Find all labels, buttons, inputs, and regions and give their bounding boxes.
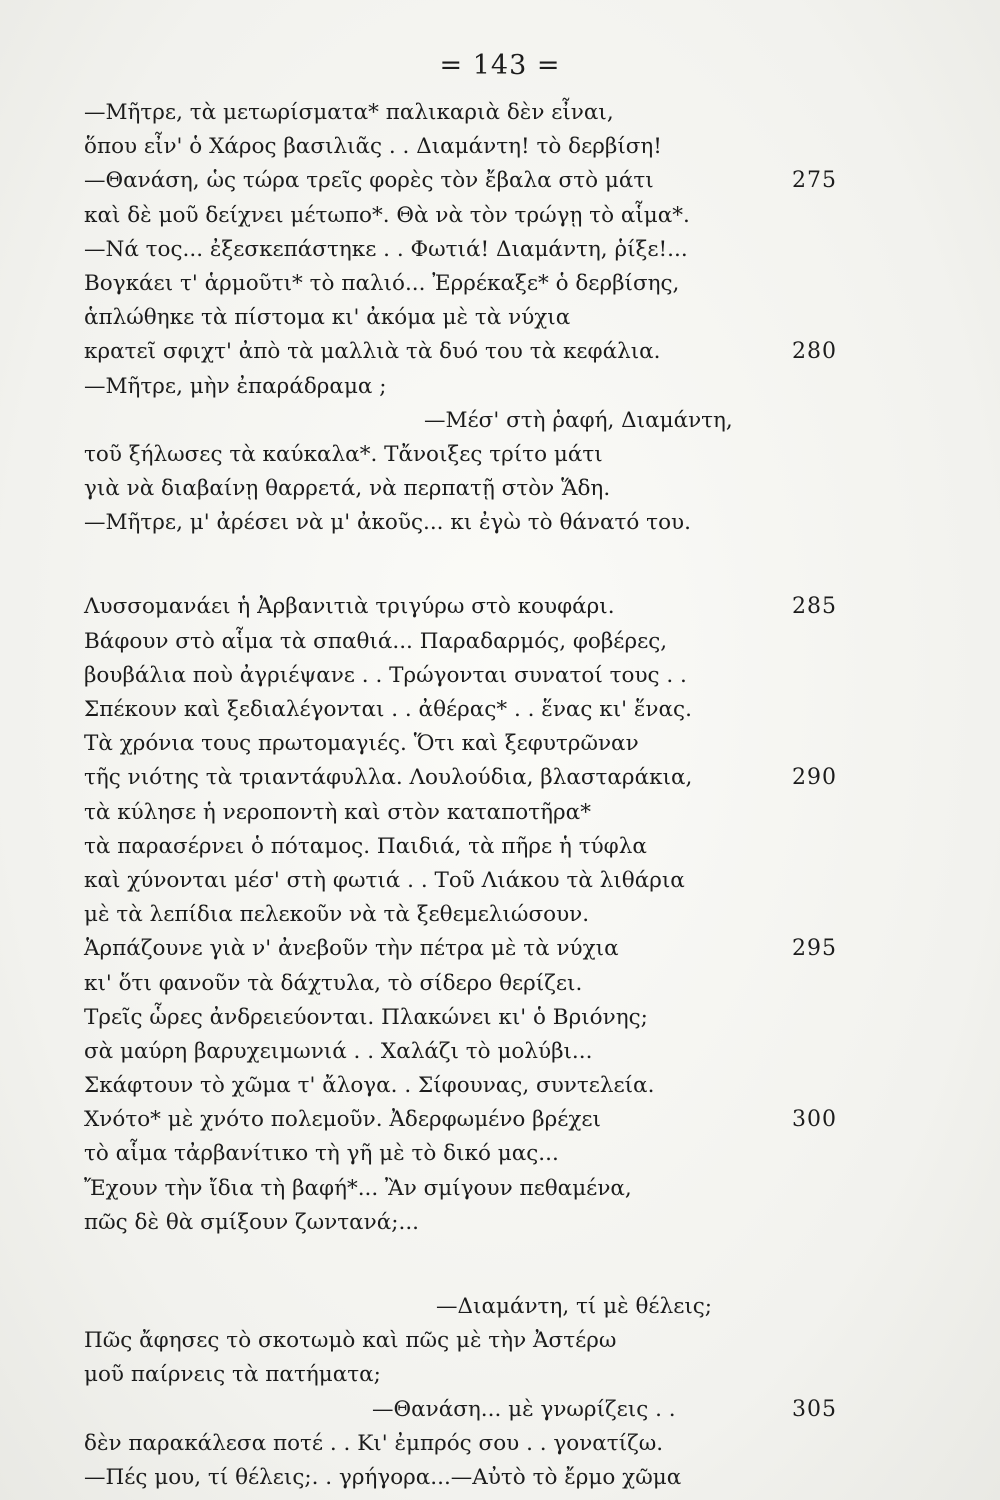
verse-text: —Μῆτρε, μ' ἀρέσει νὰ μ' ἀκοῦς... κι ἐγὼ τὸ θάνατό του. xyxy=(84,510,691,536)
verse-text: μὲ τὰ λεπίδια πελεκοῦν νὰ τὰ ξεθεμελιώσουν. xyxy=(84,902,590,928)
verse-line xyxy=(84,864,864,898)
verse-text: πῶς δὲ θὰ σμίξουν ζωντανά;... xyxy=(84,1209,419,1235)
verse-text: σὰ μαύρη βαρυχειμωνιά . . Χαλάζι τὸ μολύβι... xyxy=(84,1038,593,1064)
line-number: 285 xyxy=(792,594,837,620)
verse-text: Τρεῖς ὧρες ἀνδρειεύονται. Πλακώνει κι' ὁ Βριόνης; xyxy=(84,1004,648,1030)
line-number: 305 xyxy=(792,1396,837,1422)
verse-line xyxy=(84,796,864,830)
line-number: 290 xyxy=(792,765,837,791)
verse-text: —Διαμάντη, τί μὲ θέλεις; xyxy=(436,1294,713,1319)
line-number: 295 xyxy=(792,936,837,962)
verse-line xyxy=(84,472,864,506)
verse-line xyxy=(84,370,864,404)
verse-text: Λυσσομανάει ἡ Ἀρβανιτιὰ τριγύρω στὸ κουφάρι. xyxy=(84,594,615,620)
verse-text: καὶ χύνονται μέσ' στὴ φωτιά . . Τοῦ Λιάκου τὰ λιθάρια xyxy=(84,867,685,893)
verse-line xyxy=(84,830,864,864)
verse-text: —Νά τος... ἐξεσκεπάστηκε . . Φωτιά! Διαμάντη, ῥίξε!... xyxy=(84,236,688,262)
verse-text: Βογκάει τ' ἁρμοῦτι* τὸ παλιό... Ἐρρέκαξε* ὁ δερβίσης, xyxy=(84,270,680,296)
verse-line xyxy=(84,404,864,438)
verse-line xyxy=(84,693,864,727)
verse-line xyxy=(84,164,864,198)
verse-text: δὲν παρακάλεσα ποτέ . . Κι' ἐμπρός σου . . γονατίζω. xyxy=(84,1430,664,1456)
verse-line xyxy=(84,1137,864,1171)
verse-text: Τὰ χρόνια τους πρωτομαγιές. Ὅτι καὶ ξεφυτρῶναν xyxy=(84,731,639,757)
verse-line xyxy=(84,1324,864,1358)
verse-line xyxy=(84,96,864,130)
verse-text: τὸ αἷμα τἀρβανίτικο τὴ γῆ μὲ τὸ δικό μας... xyxy=(84,1141,559,1167)
verse-line xyxy=(84,1461,864,1495)
verse-line xyxy=(84,1358,864,1392)
verse-text: γιὰ νὰ διαβαίνῃ θαρρετά, νὰ περπατῇ στὸν Ἅδη. xyxy=(84,476,611,502)
verse-text: —Μῆτρε, μὴν ἐπαράδραμα ; xyxy=(84,373,387,399)
verse-line xyxy=(84,659,864,693)
verse-line xyxy=(84,727,864,761)
verse-text: τὰ κύλησε ἡ νεροποντὴ καὶ στὸν καταποτῆρα* xyxy=(84,799,591,825)
verse-line xyxy=(84,898,864,932)
verse-line xyxy=(84,233,864,267)
verse-text: Σπέκουν καὶ ξεδιαλέγονται . . ἀθέρας* . . ἕνας κι' ἕνας. xyxy=(84,697,692,722)
poem-text xyxy=(84,96,864,1495)
verse-line xyxy=(84,335,864,369)
verse-text: Βάφουν στὸ αἷμα τὰ σπαθιά... Παραδαρμός, φοβέρες, xyxy=(84,628,668,654)
verse-text: Ἁρπάζουνε γιὰ ν' ἀνεβοῦν τὴν πέτρα μὲ τὰ νύχια xyxy=(84,936,619,962)
verse-line xyxy=(84,590,864,624)
stanza-gap xyxy=(84,540,864,590)
stanza-gap xyxy=(84,1240,864,1290)
verse-line xyxy=(84,1427,864,1461)
verse-text: —Πές μου, τί θέλεις;. . γρήγορα...—Αὐτὸ τὸ ἔρμο χῶμα xyxy=(84,1464,682,1490)
verse-line xyxy=(84,761,864,795)
verse-line xyxy=(84,438,864,472)
verse-line xyxy=(84,932,864,966)
verse-text: κρατεῖ σφιχτ' ἀπὸ τὰ μαλλιὰ τὰ δυό του τὰ κεφάλια. xyxy=(84,339,661,365)
verse-text: τοῦ ξήλωσες τὰ καύκαλα*. Τἄνοιξες τρίτο μάτι xyxy=(84,441,603,467)
verse-text: ὅπου εἶν' ὁ Χάρος βασιλιᾶς . . Διαμάντη! τὸ δερβίση! xyxy=(84,134,662,160)
verse-text: Χνότο* μὲ χνότο πολεμοῦν. Ἀδερφωμένο βρέχει xyxy=(84,1107,601,1133)
verse-text: Πῶς ἄφησες τὸ σκοτωμὸ καὶ πῶς μὲ τὴν Ἀστέρω xyxy=(84,1328,617,1354)
verse-line xyxy=(84,130,864,164)
verse-line xyxy=(84,967,864,1001)
verse-line xyxy=(84,1035,864,1069)
verse-line xyxy=(84,199,864,233)
verse-line xyxy=(84,267,864,301)
verse-line xyxy=(84,301,864,335)
verse-line xyxy=(84,1290,864,1324)
verse-text: βουβάλια ποὺ ἀγριέψανε . . Τρώγονται συνατοί τους . . xyxy=(84,662,687,688)
verse-text: —Μέσ' στὴ ῥαφή, Διαμάντη, xyxy=(424,407,733,433)
verse-line xyxy=(84,1001,864,1035)
verse-text: Σκάφτουν τὸ χῶμα τ' ἄλογα. . Σίφουνας, συντελεία. xyxy=(84,1073,655,1099)
verse-text: —Θανάση, ὡς τώρα τρεῖς φορὲς τὸν ἔβαλα στὸ μάτι xyxy=(84,168,654,194)
verse-text: τὰ παρασέρνει ὁ πόταμος. Παιδιά, τὰ πῆρε ἡ τύφλα xyxy=(84,833,647,859)
verse-line xyxy=(84,1103,864,1137)
line-number: 280 xyxy=(792,339,837,365)
verse-text: —Θανάση... μὲ γνωρίζεις . . xyxy=(372,1396,676,1422)
verse-line xyxy=(84,1393,864,1427)
verse-line xyxy=(84,1172,864,1206)
line-number: 300 xyxy=(792,1107,837,1133)
verse-text: κι' ὅτι φανοῦν τὰ δάχτυλα, τὸ σίδερο θερίζει. xyxy=(84,970,583,996)
page-number: = 143 = xyxy=(439,50,561,81)
verse-text: Ἔχουν τὴν ἴδια τὴ βαφή*... Ἂν σμίγουν πεθαμένα, xyxy=(84,1175,632,1201)
verse-line xyxy=(84,1206,864,1240)
verse-line xyxy=(84,1069,864,1103)
verse-text: μοῦ παίρνεις τὰ πατήματα; xyxy=(84,1362,381,1388)
verse-text: καὶ δὲ μοῦ δείχνει μέτωπο*. Θὰ νὰ τὸν τρώγῃ τὸ αἷμα*. xyxy=(84,202,690,228)
verse-line xyxy=(84,506,864,540)
verse-text: τῆς νιότης τὰ τριαντάφυλλα. Λουλούδια, βλασταράκια, xyxy=(84,765,693,791)
verse-text: ἁπλώθηκε τὰ πίστομα κι' ἀκόμα μὲ τὰ νύχια xyxy=(84,305,571,331)
verse-text: —Μῆτρε, τὰ μετωρίσματα* παλικαριὰ δὲν εἶναι, xyxy=(84,100,614,125)
line-number: 275 xyxy=(792,168,837,194)
verse-line xyxy=(84,625,864,659)
